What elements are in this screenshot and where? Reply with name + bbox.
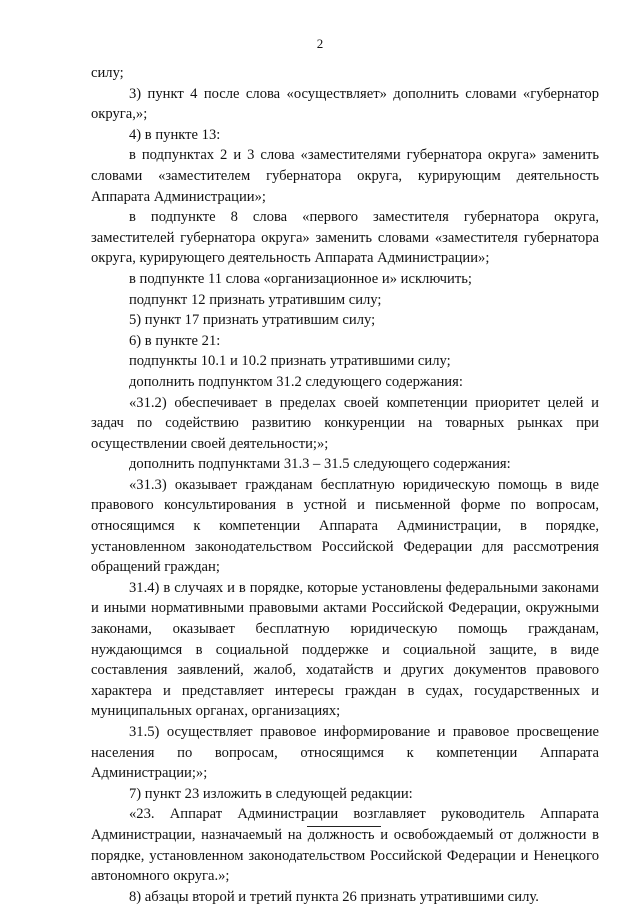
paragraph: дополнить подпунктом 31.2 следующего содержания:: [129, 373, 463, 390]
paragraph: «31.3) оказывает гражданам бесплатную юридическую помощь в виде правового консультирования в устной и письменной форме по вопросам, относящимся к компетенции Аппарата Администрации, в порядке, установленном законодательством Российской Федерации для рассмотрения обращений граждан;: [91, 476, 599, 576]
paragraph: силу;: [91, 65, 124, 81]
paragraph: дополнить подпунктами 31.3 – 31.5 следующего содержания:: [129, 456, 511, 473]
paragraph: в подпункте 11 слова «организационное и» исключить;: [129, 270, 472, 287]
paragraph: 31.5) осуществляет правовое информирование и правовое просвещение населения по вопросам, относящимся к компетенции Аппарата Администрации;»;: [91, 724, 599, 782]
paragraph: подпункты 10.1 и 10.2 признать утратившими силу;: [129, 353, 451, 370]
paragraph: «31.2) обеспечивает в пределах своей компетенции приоритет целей и задач по содействию развитию конкуренции на товарных рынках при осуществлении своей деятельности;»;: [91, 394, 599, 452]
paragraph: 6) в пункте 21:: [129, 332, 221, 349]
page-number: 2: [316, 36, 324, 51]
paragraph: в подпункте 8 слова «первого заместителя губернатора округа, заместителей губернатора округа» заменить словами «заместителя губернатора округа, курирующего деятельность Аппарата Администрации»;: [91, 209, 599, 267]
paragraph: «23. Аппарат Администрации возглавляет руководитель Аппарата Администрации, назначаемый на должность и освобождаемый от должности в порядке, установленном законодательством Российской Федерации и Ненецкого автономного округа.»;: [91, 806, 599, 885]
paragraph: 5) пункт 17 признать утратившим силу;: [129, 312, 376, 329]
paragraph: в подпунктах 2 и 3 слова «заместителями губернатора округа» заменить словами «заместителем губернатора округа, курирующим деятельность Аппарата Администрации»;: [91, 147, 599, 205]
paragraph: 8) абзацы второй и третий пункта 26 признать утратившими силу.: [129, 888, 539, 905]
paragraph: 7) пункт 23 изложить в следующей редакции:: [129, 785, 413, 802]
document-body: [91, 63, 599, 907]
paragraph: 3) пункт 4 после слова «осуществляет» дополнить словами «губернатор округа,»;: [91, 85, 599, 123]
paragraph: 31.4) в случаях и в порядке, которые установлены федеральными законами и иными нормативными правовыми актами Российской Федерации, окружными законами, оказывает бесплатную юридическую помощь гражданам, нуждающимся в социальной поддержке и социальной защите, в виде составления заявлений, жалоб, ходатайств и других документов правового характера и представляет интересы граждан в судах, государственных и муниципальных органах, организациях;: [91, 579, 599, 720]
end-of-document-rule: [307, 826, 381, 827]
paragraph: 4) в пункте 13:: [129, 126, 221, 143]
paragraph: подпункт 12 признать утратившим силу;: [129, 291, 382, 308]
